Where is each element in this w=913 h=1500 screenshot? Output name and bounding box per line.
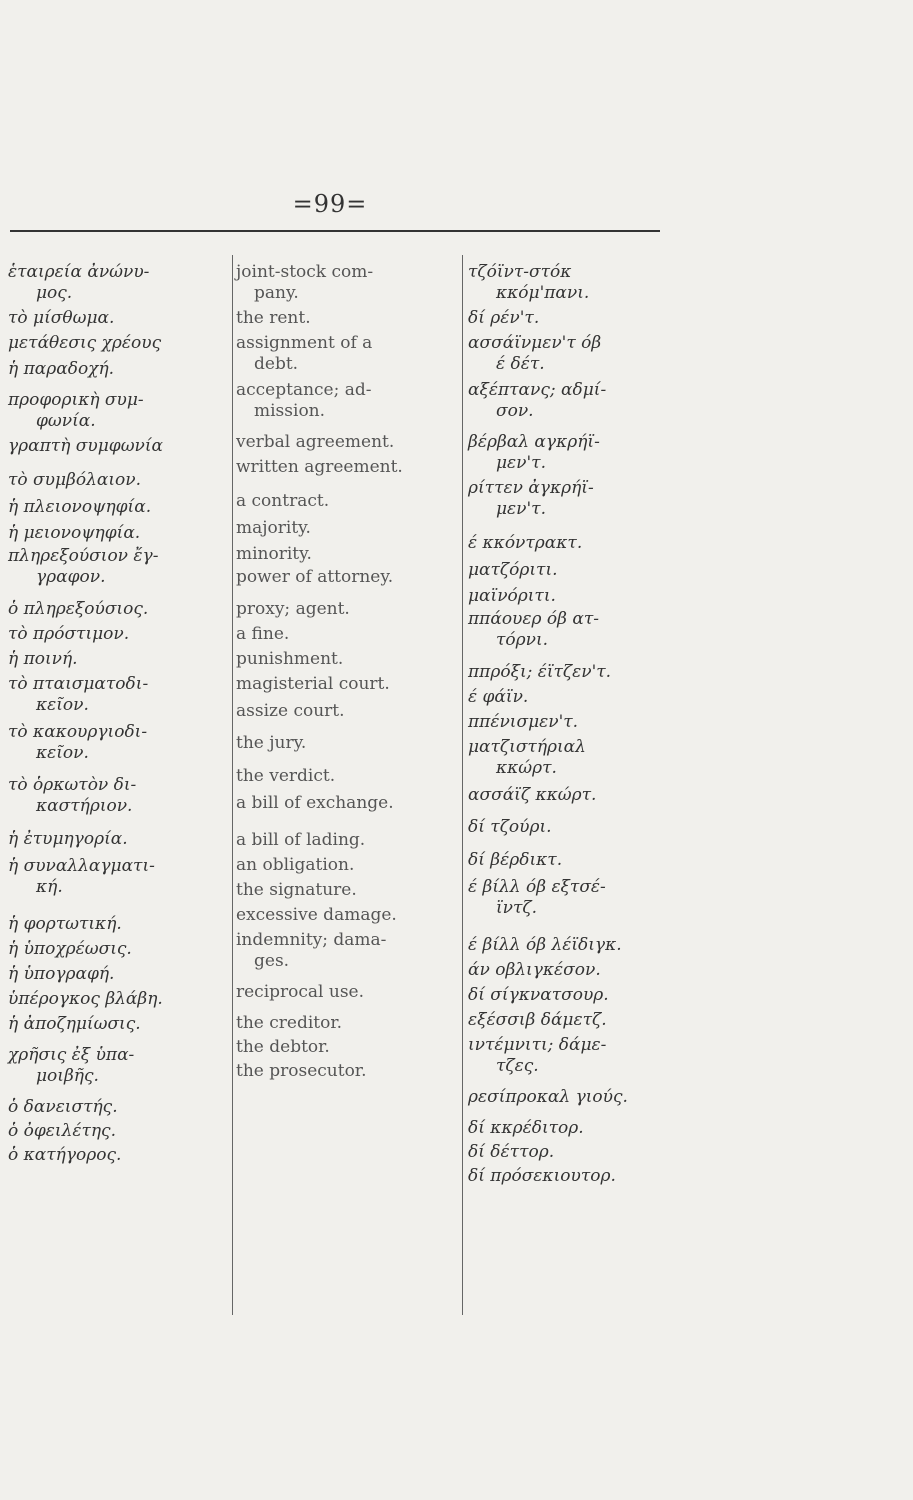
list-item bbox=[236, 1013, 446, 1034]
list-item bbox=[468, 817, 678, 838]
list-item bbox=[8, 914, 230, 935]
column-divider-right bbox=[462, 255, 463, 1315]
list-item bbox=[8, 722, 230, 764]
header-rule bbox=[10, 230, 660, 232]
entry-line: σον. bbox=[496, 401, 534, 421]
entry-line: ἡ ποινή. bbox=[8, 649, 78, 669]
entry-line: έ δέτ. bbox=[496, 354, 545, 374]
entry-line: ἡ πλειονοψηφία. bbox=[8, 497, 152, 517]
list-item bbox=[8, 599, 230, 620]
entry-line: a fine. bbox=[236, 624, 290, 644]
entry-line: ἡ συναλλαγματι- bbox=[8, 856, 155, 876]
entry-line: mission. bbox=[254, 401, 326, 421]
list-item bbox=[468, 662, 678, 683]
entry-line: έ φάϊν. bbox=[468, 687, 529, 707]
entry-line: δί σίγκνατσουρ. bbox=[468, 985, 609, 1005]
entry-line: a bill of exchange. bbox=[236, 793, 394, 813]
list-item bbox=[8, 497, 230, 518]
entry-line: δί ρέν'τ. bbox=[468, 308, 540, 328]
list-item bbox=[236, 518, 446, 539]
list-item bbox=[468, 308, 678, 329]
entry-line: ασσάϊζ κκώρτ. bbox=[468, 785, 597, 805]
entry-line: ἡ ἐτυμηγορία. bbox=[8, 829, 128, 849]
entry-line: power of attorney. bbox=[236, 567, 394, 587]
list-item bbox=[468, 380, 678, 422]
page-number: =99= bbox=[292, 190, 368, 218]
entry-line: punishment. bbox=[236, 649, 344, 669]
entry-line: majority. bbox=[236, 518, 311, 538]
list-item bbox=[236, 262, 446, 304]
entry-line: ὁ κατήγορος. bbox=[8, 1145, 122, 1165]
list-item bbox=[236, 457, 446, 478]
entry-line: written agreement. bbox=[236, 457, 403, 477]
list-item bbox=[8, 1014, 230, 1035]
english-column bbox=[236, 262, 446, 1085]
list-item bbox=[8, 829, 230, 850]
entry-line: κεῖον. bbox=[36, 743, 89, 763]
entry-line: χρῆσις ἐξ ὑπα- bbox=[8, 1045, 135, 1065]
entry-line: κκόμ'πανι. bbox=[496, 283, 590, 303]
entry-line: κεῖον. bbox=[36, 695, 89, 715]
entry-line: ρίττεν ἀγκρήϊ- bbox=[468, 478, 594, 498]
entry-line: the creditor. bbox=[236, 1013, 343, 1033]
entry-line: κκώρτ. bbox=[496, 758, 557, 778]
list-item bbox=[236, 333, 446, 375]
list-item bbox=[8, 546, 230, 588]
entry-line: δί κκρέδιτορ. bbox=[468, 1118, 584, 1138]
list-item bbox=[468, 262, 678, 304]
entry-line: δί πρόσεκιουτορ. bbox=[468, 1166, 616, 1186]
list-item bbox=[8, 1097, 230, 1118]
entry-line: indemnity; dama- bbox=[236, 930, 387, 950]
list-item bbox=[468, 1118, 678, 1139]
list-item bbox=[468, 687, 678, 708]
list-item bbox=[8, 470, 230, 491]
list-item bbox=[8, 1045, 230, 1087]
list-item bbox=[236, 544, 446, 565]
list-item bbox=[236, 599, 446, 620]
entry-line: έ κκόντρακτ. bbox=[468, 533, 583, 553]
list-item bbox=[468, 1087, 678, 1108]
entry-line: ππένισμεν'τ. bbox=[468, 712, 579, 732]
entry-line: γραπτὴ συμφωνία bbox=[8, 436, 164, 456]
entry-line: pany. bbox=[254, 283, 299, 303]
entry-line: μεν'τ. bbox=[496, 499, 546, 519]
entry-line: an obligation. bbox=[236, 855, 355, 875]
list-item bbox=[236, 491, 446, 512]
entry-line: verbal agreement. bbox=[236, 432, 395, 452]
entry-line: ἡ φορτωτική. bbox=[8, 914, 122, 934]
entry-line: ὑπέρογκος βλάβη. bbox=[8, 989, 163, 1009]
entry-line: ιντέμνιτι; δάμε- bbox=[468, 1035, 607, 1055]
list-item bbox=[8, 308, 230, 329]
entry-line: minority. bbox=[236, 544, 312, 564]
list-item bbox=[236, 701, 446, 722]
entry-line: καστήριον. bbox=[36, 796, 133, 816]
list-item bbox=[468, 712, 678, 733]
list-item bbox=[236, 982, 446, 1003]
entry-line: the prosecutor. bbox=[236, 1061, 367, 1081]
entry-line: άν οβλιγκέσον. bbox=[468, 960, 601, 980]
entry-line: the rent. bbox=[236, 308, 311, 328]
entry-line: τζόϊντ-στόκ bbox=[468, 262, 572, 282]
entry-line: τὸ πταισματοδι- bbox=[8, 674, 149, 694]
entry-line: the verdict. bbox=[236, 766, 336, 786]
list-item bbox=[8, 964, 230, 985]
list-item bbox=[236, 624, 446, 645]
entry-line: εξέσσιβ δάμετζ. bbox=[468, 1010, 607, 1030]
entry-line: τὸ ὁρκωτὸν δι- bbox=[8, 775, 137, 795]
entry-line: μοιβῆς. bbox=[36, 1066, 99, 1086]
list-item bbox=[236, 766, 446, 787]
entry-line: πληρεξούσιον ἔγ- bbox=[8, 546, 159, 566]
entry-line: δί δέττορ. bbox=[468, 1142, 555, 1162]
entry-line: magisterial court. bbox=[236, 674, 390, 694]
list-item bbox=[236, 855, 446, 876]
entry-line: ὁ ὀφειλέτης. bbox=[8, 1121, 116, 1141]
entry-line: κή. bbox=[36, 877, 63, 897]
list-item bbox=[468, 478, 678, 520]
list-item bbox=[468, 432, 678, 474]
entry-line: ὁ δανειστής. bbox=[8, 1097, 118, 1117]
list-item bbox=[468, 877, 678, 919]
list-item bbox=[468, 737, 678, 779]
entry-line: reciprocal use. bbox=[236, 982, 365, 1002]
list-item bbox=[468, 850, 678, 871]
entry-line: τὸ μίσθωμα. bbox=[8, 308, 115, 328]
entry-line: ἡ μειονοψηφία. bbox=[8, 523, 141, 543]
list-item bbox=[468, 985, 678, 1006]
list-item bbox=[236, 733, 446, 754]
entry-line: μος. bbox=[36, 283, 73, 303]
entry-line: τὸ κακουργιοδι- bbox=[8, 722, 148, 742]
list-item bbox=[8, 856, 230, 898]
list-item bbox=[236, 793, 446, 814]
list-item bbox=[468, 333, 678, 375]
entry-line: ἡ ὑπογραφή. bbox=[8, 964, 115, 984]
list-item bbox=[8, 1121, 230, 1142]
entry-line: a contract. bbox=[236, 491, 330, 511]
list-item bbox=[468, 1166, 678, 1187]
list-item bbox=[8, 333, 230, 354]
entry-line: ἡ παραδοχή. bbox=[8, 359, 115, 379]
entry-line: έ βίλλ όβ εξτσέ- bbox=[468, 877, 606, 897]
entry-line: βέρβαλ αγκρήϊ- bbox=[468, 432, 600, 452]
entry-line: φωνία. bbox=[36, 411, 96, 431]
list-item bbox=[236, 674, 446, 695]
entry-line: assize court. bbox=[236, 701, 345, 721]
entry-line: acceptance; ad- bbox=[236, 380, 372, 400]
list-item bbox=[8, 436, 230, 457]
entry-line: ἡ ἀποζημίωσις. bbox=[8, 1014, 141, 1034]
entry-line: ὁ πληρεξούσιος. bbox=[8, 599, 149, 619]
list-item bbox=[468, 785, 678, 806]
entry-line: μαϊνόριτι. bbox=[468, 586, 556, 606]
entry-line: ασσάϊνμεν'τ όβ bbox=[468, 333, 602, 353]
list-item bbox=[8, 1145, 230, 1166]
entry-line: έ βίλλ όβ λέϊδιγκ. bbox=[468, 935, 622, 955]
list-item bbox=[236, 567, 446, 588]
entry-line: the signature. bbox=[236, 880, 357, 900]
entry-line: ges. bbox=[254, 951, 290, 971]
list-item bbox=[8, 624, 230, 645]
entry-line: μεν'τ. bbox=[496, 453, 546, 473]
list-item bbox=[468, 1010, 678, 1031]
entry-line: joint-stock com- bbox=[236, 262, 374, 282]
list-item bbox=[8, 390, 230, 432]
list-item bbox=[8, 939, 230, 960]
entry-line: the debtor. bbox=[236, 1037, 330, 1057]
list-item bbox=[468, 533, 678, 554]
entry-line: ρεσίπροκαλ γιούς. bbox=[468, 1087, 628, 1107]
entry-line: τὸ πρόστιμον. bbox=[8, 624, 130, 644]
entry-line: δί βέρδικτ. bbox=[468, 850, 563, 870]
entry-line: δί τζούρι. bbox=[468, 817, 552, 837]
list-item bbox=[236, 1037, 446, 1058]
list-item bbox=[8, 989, 230, 1010]
list-item bbox=[236, 830, 446, 851]
entry-line: ππάουερ όβ ατ- bbox=[468, 609, 600, 629]
entry-line: a bill of lading. bbox=[236, 830, 366, 850]
list-item bbox=[468, 609, 678, 651]
column-divider-left bbox=[232, 255, 233, 1315]
entry-line: τόρνι. bbox=[496, 630, 549, 650]
list-item bbox=[468, 960, 678, 981]
transliteration-column bbox=[468, 262, 678, 1190]
entry-line: μετάθεσις χρέους bbox=[8, 333, 162, 353]
list-item bbox=[8, 775, 230, 817]
list-item bbox=[8, 523, 230, 544]
list-item bbox=[8, 674, 230, 716]
list-item bbox=[236, 308, 446, 329]
list-item bbox=[468, 586, 678, 607]
entry-line: proxy; agent. bbox=[236, 599, 350, 619]
entry-line: debt. bbox=[254, 354, 299, 374]
entry-line: ματζόριτι. bbox=[468, 560, 558, 580]
entry-line: ματζιστήριαλ bbox=[468, 737, 586, 757]
list-item bbox=[236, 905, 446, 926]
entry-line: ϊντζ. bbox=[496, 898, 538, 918]
list-item bbox=[468, 935, 678, 956]
entry-line: ππρόξι; έϊτζεν'τ. bbox=[468, 662, 612, 682]
entry-line: προφορικὴ συμ- bbox=[8, 390, 144, 410]
list-item bbox=[236, 1061, 446, 1082]
entry-line: ἡ ὑποχρέωσις. bbox=[8, 939, 132, 959]
list-item bbox=[236, 880, 446, 901]
entry-line: γραφον. bbox=[36, 567, 106, 587]
list-item bbox=[236, 649, 446, 670]
list-item bbox=[468, 1035, 678, 1077]
entry-line: τζες. bbox=[496, 1056, 539, 1076]
entry-line: τὸ συμβόλαιον. bbox=[8, 470, 141, 490]
list-item bbox=[8, 649, 230, 670]
list-item bbox=[8, 262, 230, 304]
entry-line: ἑταιρεία ἀνώνυ- bbox=[8, 262, 150, 282]
list-item bbox=[468, 560, 678, 581]
entry-line: the jury. bbox=[236, 733, 307, 753]
list-item bbox=[236, 432, 446, 453]
list-item bbox=[8, 359, 230, 380]
greek-column bbox=[8, 262, 230, 1169]
entry-line: assignment of a bbox=[236, 333, 373, 353]
entry-line: αξέπτανς; αδμί- bbox=[468, 380, 607, 400]
list-item bbox=[236, 380, 446, 422]
list-item bbox=[236, 930, 446, 972]
entry-line: excessive damage. bbox=[236, 905, 397, 925]
list-item bbox=[468, 1142, 678, 1163]
